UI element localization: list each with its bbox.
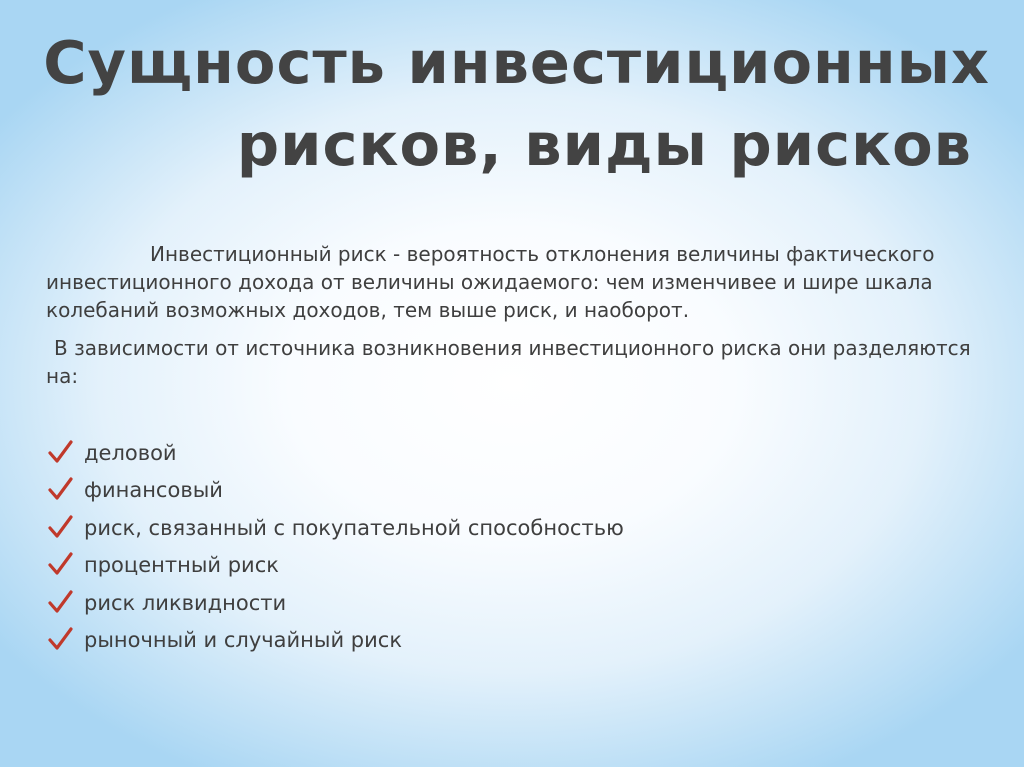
title-line-1: Сущность инвестиционных [43, 28, 990, 97]
title-line-2: рисков, виды рисков [236, 110, 972, 179]
checkmark-icon [46, 589, 74, 617]
list-item-label: риск ликвидности [84, 590, 287, 615]
list-item-label: процентный риск [84, 553, 279, 578]
list-item [46, 509, 986, 547]
list-item-label: деловой [84, 440, 177, 465]
checkmark-icon [46, 551, 74, 579]
list-item-label: рыночный и случайный риск [84, 628, 403, 653]
list-item [46, 434, 986, 472]
list-item [46, 622, 986, 660]
slide-body [46, 240, 986, 659]
classification-paragraph: В зависимости от источника возникновения инвестиционного риска они разделяются на: [46, 336, 971, 388]
list-item [46, 584, 986, 622]
list-item-label: риск, связанный с покупательной способностью [84, 515, 624, 540]
list-item [46, 472, 986, 510]
checkmark-icon [46, 439, 74, 467]
slide-title [0, 22, 990, 186]
list-item-label: финансовый [84, 478, 223, 503]
risk-types-list [46, 434, 986, 659]
definition-paragraph: Инвестиционный риск - вероятность отклонения величины фактического инвестиционного дохода от величины ожидаемого: чем изменчивее и шире шкала колебаний возможных доходов, тем выше риск, и наоборот. [46, 242, 935, 322]
checkmark-icon [46, 514, 74, 542]
checkmark-icon [46, 626, 74, 654]
checkmark-icon [46, 476, 74, 504]
list-item [46, 547, 986, 585]
